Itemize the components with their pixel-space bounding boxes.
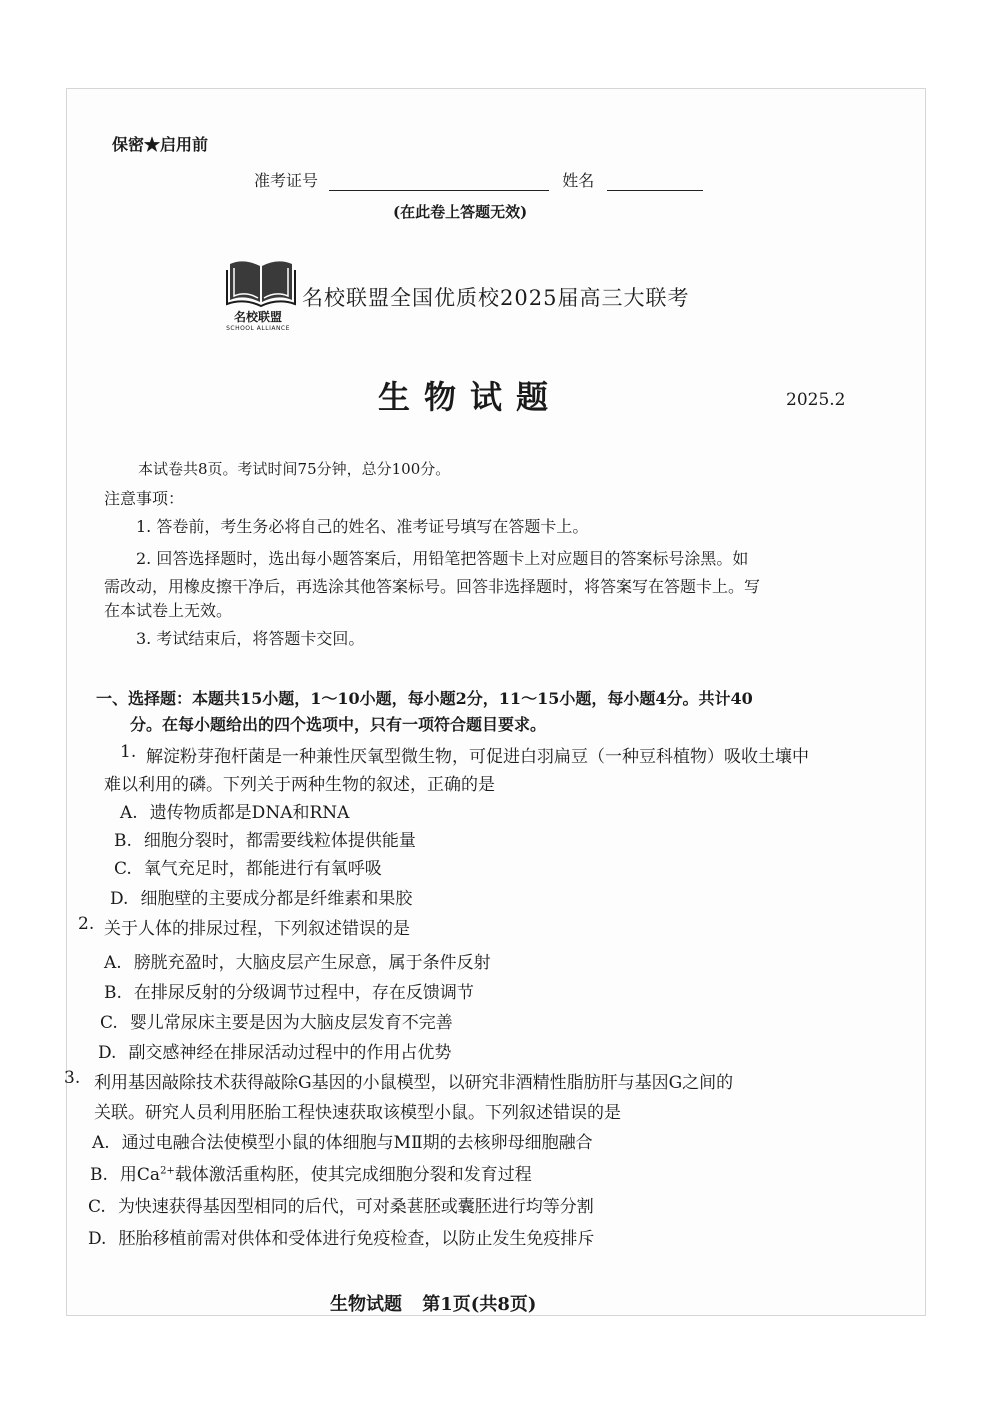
q2-option-b xyxy=(104,978,474,1003)
option-text: 胚胎移植前需对供体和受体进行免疫检查，以防止发生免疫排斥 xyxy=(118,1229,595,1249)
option-text: 氧气充足时，都能进行有氧呼吸 xyxy=(143,859,382,879)
page-footer xyxy=(330,1290,536,1316)
option-label: D. xyxy=(98,1043,117,1063)
confidential-label: 保密★启用前 xyxy=(112,135,209,154)
q1-option-d xyxy=(110,884,412,909)
candidate-info-line xyxy=(254,168,703,191)
section-1-heading-cont: 分。在每小题给出的四个选项中，只有一项符合题目要求。 xyxy=(130,715,547,734)
q2-option-a xyxy=(104,948,491,973)
section-1-heading: 一、选择题：本题共15小题，1～10小题，每小题2分，11～15小题，每小题4分。共计40 xyxy=(96,689,753,708)
question-3-number: 3. xyxy=(64,1068,81,1088)
option-label: A. xyxy=(92,1133,110,1153)
q2-option-c xyxy=(100,1008,453,1033)
option-label: A. xyxy=(120,803,138,823)
option-label: C. xyxy=(100,1013,118,1033)
notes-heading: 注意事项： xyxy=(104,489,185,508)
option-label: A. xyxy=(104,953,122,973)
no-answer-note: (在此卷上答题无效) xyxy=(393,203,528,221)
option-label: D. xyxy=(110,889,129,909)
note-2-line-3: 在本试卷上无效。 xyxy=(104,601,233,620)
name-label: 姓名 xyxy=(562,171,595,190)
option-text: 婴儿常尿床主要是因为大脑皮层发育不完善 xyxy=(129,1013,453,1033)
option-text xyxy=(120,1165,532,1185)
note-3: 3. 考试结束后，将答题卡交回。 xyxy=(136,629,365,648)
option-text: 为快速获得基因型相同的后代，可对桑葚胚或囊胚进行均等分割 xyxy=(117,1197,594,1217)
q2-option-d xyxy=(98,1038,451,1063)
option-label: C. xyxy=(88,1197,106,1217)
exam-id-label: 准考证号 xyxy=(254,171,319,190)
exam-id-blank xyxy=(329,172,549,191)
q3-option-a xyxy=(92,1128,593,1153)
option-label: B. xyxy=(90,1165,108,1185)
question-2-number: 2. xyxy=(78,914,95,934)
option-text: 细胞分裂时，都需要线粒体提供能量 xyxy=(143,831,416,851)
page-title: 生物试题 xyxy=(378,378,563,416)
logo-english: SCHOOL ALLIANCE xyxy=(226,325,290,332)
question-3-stem-cont: 关联。研究人员利用胚胎工程快速获取该模型小鼠。下列叙述错误的是 xyxy=(94,1103,621,1123)
question-2-stem: 关于人体的排尿过程，下列叙述错误的是 xyxy=(104,919,410,939)
option-label: D. xyxy=(88,1229,107,1249)
option-text: 在排尿反射的分级调节过程中，存在反馈调节 xyxy=(133,983,474,1003)
option-label: C. xyxy=(114,859,132,879)
option-text: 通过电融合法使模型小鼠的体细胞与MⅡ期的去核卵母细胞融合 xyxy=(121,1133,593,1153)
option-text: 副交感神经在排尿活动过程中的作用占优势 xyxy=(128,1043,452,1063)
q1-option-b xyxy=(114,826,416,851)
question-1-stem-cont: 难以利用的磷。下列关于两种生物的叙述，正确的是 xyxy=(104,775,495,795)
book-icon xyxy=(226,258,296,308)
name-blank xyxy=(607,172,703,191)
question-1-number: 1. xyxy=(120,742,137,762)
ion-charge: 2+ xyxy=(160,1165,175,1177)
school-alliance-logo xyxy=(226,258,300,340)
exam-date: 2025.2 xyxy=(786,390,846,410)
question-3-stem: 利用基因敲除技术获得敲除G基因的小鼠模型，以研究非酒精性脂肪肝与基因G之间的 xyxy=(94,1073,734,1093)
option-label: B. xyxy=(104,983,122,1003)
q3-option-b xyxy=(90,1160,532,1185)
note-2-line-2: 需改动，用橡皮擦干净后，再选涂其他答案标号。回答非选择题时，将答案写在答题卡上。写 xyxy=(104,577,761,596)
q3-option-c xyxy=(88,1192,594,1217)
note-2-line-1: 2. 回答选择题时，选出每小题答案后，用铅笔把答题卡上对应题目的答案标号涂黑。如 xyxy=(136,549,749,568)
option-text: 膀胱充盈时，大脑皮层产生尿意，属于条件反射 xyxy=(133,953,491,973)
question-1-stem: 解淀粉芽孢杆菌是一种兼性厌氧型微生物，可促进白羽扁豆（一种豆科植物）吸收土壤中 xyxy=(146,747,809,767)
q1-option-a xyxy=(120,798,349,823)
exam-info: 本试卷共8页。考试时间75分钟，总分100分。 xyxy=(138,460,451,478)
option-text: 细胞壁的主要成分都是纤维素和果胶 xyxy=(140,889,413,909)
q1-option-c xyxy=(114,854,382,879)
q3-option-d xyxy=(88,1224,594,1249)
option-text-pre: 用Ca xyxy=(119,1165,161,1185)
note-1: 1. 答卷前，考生务必将自己的姓名、准考证号填写在答题卡上。 xyxy=(136,517,589,536)
footer-subject: 生物试题 xyxy=(330,1294,402,1315)
option-text-post: 载体激活重构胚，使其完成细胞分裂和发育过程 xyxy=(174,1165,532,1185)
option-text: 遗传物质都是DNA和RNA xyxy=(149,803,350,823)
logo-name: 名校联盟 xyxy=(233,310,282,324)
exam-name: 名校联盟全国优质校2025届高三大联考 xyxy=(302,286,690,310)
footer-page-number: 第1页(共8页) xyxy=(422,1294,537,1315)
option-label: B. xyxy=(114,831,132,851)
